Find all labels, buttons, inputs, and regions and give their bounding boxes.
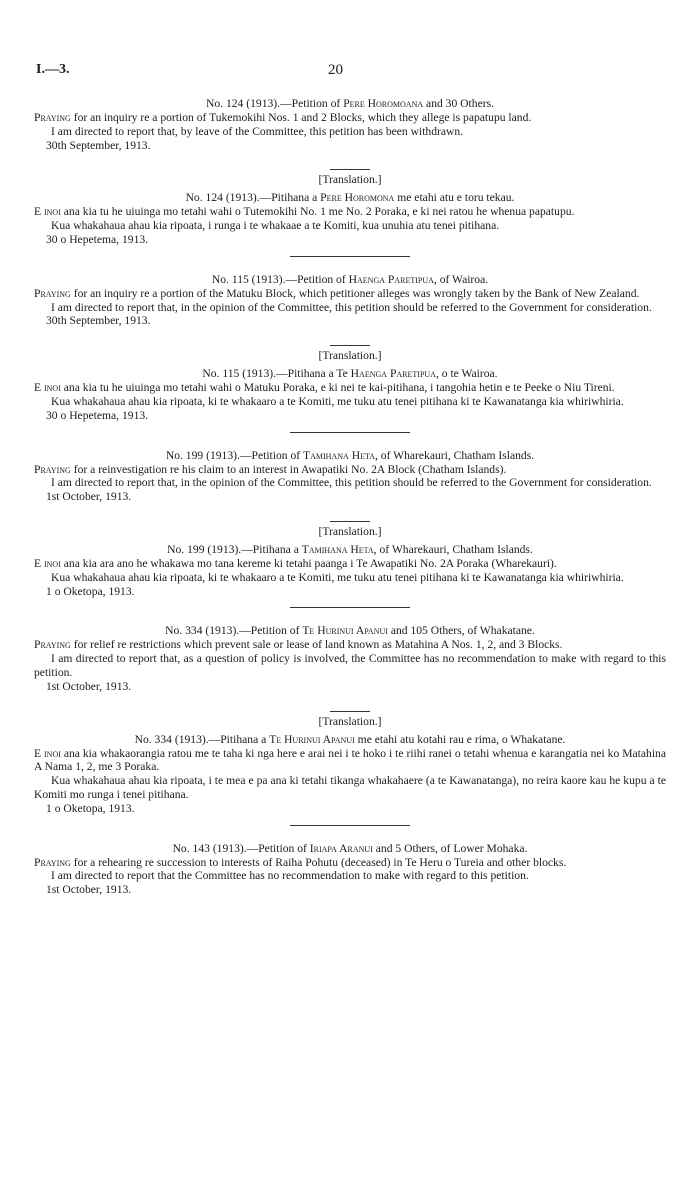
heading-prefix: No. 124 (1913).—Pitihana a [185, 191, 318, 205]
prayer-lead: E inoi [34, 381, 61, 395]
heading-prefix: No. 199 (1913).—Pitihana a [167, 542, 299, 556]
prayer-text: ana kia tu he uiuinga mo tetahi wahi o Tutemokihi No. 1 me No. 2 Poraka, e ki nei ratou he whenua papatupu. [63, 205, 575, 219]
petitioner-name: Tamihana Heta, [301, 542, 377, 556]
prayer-lead: Praying [34, 462, 71, 476]
date: 1st October, 1913. [46, 490, 132, 504]
paper-reference: I.—3. [36, 62, 70, 77]
heading-prefix: No. 334 (1913).—Pitihana a [134, 732, 267, 746]
heading-prefix: No. 199 (1913).—Petition of [165, 448, 301, 462]
petition-heading [34, 449, 666, 463]
translation-heading [34, 543, 666, 557]
prayer-text: for an inquiry re a portion of the Matuku Block, which petitioner alleges was wrongly taken by the Bank of New Zealand. [73, 286, 640, 300]
prayer-text: for an inquiry re a portion of Tukemokihi Nos. 1 and 2 Blocks, which they allege is papatupu land. [73, 111, 532, 124]
translation-heading [34, 733, 666, 747]
translation-label: [Translation.] [318, 349, 382, 363]
petitioner-name: Te Hurinui Apanui [269, 732, 355, 746]
petition-heading [34, 273, 666, 287]
prayer-lead: Praying [34, 855, 71, 869]
prayer-text: ana kia whakaorangia ratou me te taha ki nga here e arai nei i te hoko i te riihi ranei o tetahi whenua e karangatia nei ko Matahina A Nama 1, 2, me 3 Poraka. [34, 746, 666, 774]
report: I am directed to report that the Committee has no recommendation to make with regard to this petition. [51, 869, 529, 883]
petition-124 [34, 97, 666, 247]
translation-heading [34, 191, 666, 205]
translation-date: 1 o Oketopa, 1913. [46, 584, 135, 598]
heading-suffix: o te Wairoa. [441, 367, 498, 381]
translation-prayer [34, 205, 666, 219]
translation-prayer [34, 557, 666, 571]
heading-prefix: No. 115 (1913).—Pitihana a Te [202, 367, 348, 381]
translation-heading [34, 367, 666, 381]
prayer-text: ana kia tu he uiuinga mo tetahi wahi o Matuku Poraka, e ki nei te kai-pitihana, i tangohia hetin e te Peeke o Niu Tireni. [63, 381, 615, 395]
petition-heading [34, 97, 666, 111]
prayer [34, 856, 666, 870]
heading-suffix: and 30 Others. [426, 97, 494, 110]
petition-143 [34, 842, 666, 897]
heading-prefix: No. 334 (1913).—Petition of [165, 624, 300, 638]
page-number: 20 [328, 62, 343, 78]
prayer-text: for a reinvestigation re his claim to an interest in Awapatiki No. 2A Block (Chatham Islands). [73, 462, 507, 476]
report: I am directed to report that, as a question of policy is involved, the Committee has no recommendation to make with regard to this petition. [34, 652, 666, 679]
prayer [34, 638, 666, 652]
petitioner-name: Pere Horomoana [343, 97, 424, 110]
petition-heading [34, 624, 666, 638]
divider-short [330, 345, 370, 346]
translation-prayer [34, 747, 666, 775]
translation-label: [Translation.] [318, 524, 382, 538]
translation-report: Kua whakahaua ahau kia ripoata, ki te whakaaro a te Komiti, me tuku atu tenei pitihana ki te Kawanatanga kia whiriwhiria. [51, 570, 624, 584]
translation-report: Kua whakahaua ahau kia ripoata, ki te whakaaro a te Komiti, me tuku atu tenei pitihana ki te Kawanatanga kia whiriwhiria. [51, 394, 624, 408]
petitions-content [34, 97, 666, 897]
translation-label: [Translation.] [318, 714, 382, 728]
prayer-lead: E inoi [34, 556, 61, 570]
heading-suffix: and 5 Others, of Lower Mohaka. [375, 841, 528, 855]
translation-date: 30 o Hepetema, 1913. [46, 232, 149, 246]
prayer-lead: Praying [34, 111, 71, 124]
report: I am directed to report that, by leave of the Committee, this petition has been withdrawn. [51, 124, 464, 138]
petitioner-name: Haenga Paretipua, [348, 272, 437, 286]
heading-prefix: No. 115 (1913).—Petition of [211, 272, 346, 286]
petitioner-name: Te Hurinui Apanui [302, 624, 388, 638]
prayer-lead: E inoi [34, 205, 61, 219]
heading-suffix: of Wharekauri, Chatham Islands. [380, 448, 535, 462]
divider-long [290, 256, 410, 257]
date: 30th September, 1913. [46, 138, 151, 152]
report: I am directed to report that, in the opinion of the Committee, this petition should be referred to the Government for consideration. [51, 476, 652, 490]
petitioner-name: Tamihana Heta, [303, 448, 378, 462]
date: 1st October, 1913. [46, 679, 132, 693]
heading-suffix: me etahi atu e toru tekau. [397, 191, 515, 205]
heading-suffix: and 105 Others, of Whakatane. [390, 624, 535, 638]
prayer-text: for relief re restrictions which prevent sale or lease of land known as Matahina A Nos. 1, 2, and 3 Blocks. [73, 638, 563, 652]
petition-199 [34, 449, 666, 599]
prayer [34, 287, 666, 301]
heading-suffix: of Wairoa. [439, 272, 489, 286]
divider-short [330, 711, 370, 712]
petitioner-name: Pere Horomona [320, 191, 395, 205]
divider-long [290, 825, 410, 826]
prayer [34, 463, 666, 477]
translation-prayer [34, 381, 666, 395]
translation-label: [Translation.] [318, 173, 382, 187]
divider-short [330, 521, 370, 522]
divider-long [290, 432, 410, 433]
prayer-text: ana kia ara ano he whakawa mo tana kereme ki tetahi paanga i Te Awapatiki No. 2A Poraka (Wharekauri). [63, 556, 557, 570]
divider-short [330, 169, 370, 170]
prayer-lead: Praying [34, 638, 71, 652]
petition-115 [34, 273, 666, 423]
date: 30th September, 1913. [46, 314, 151, 328]
heading-suffix: me etahi atu kotahi rau e rima, o Whakatane. [357, 732, 566, 746]
prayer [34, 111, 666, 125]
prayer-lead: E inoi [34, 746, 61, 760]
petitioner-name: Haenga Paretipua, [350, 367, 439, 381]
date: 1st October, 1913. [46, 883, 132, 897]
heading-suffix: of Wharekauri, Chatham Islands. [379, 542, 533, 556]
prayer-lead: Praying [34, 286, 71, 300]
prayer-text: for a rehearing re succession to interests of Raiha Pohutu (deceased) in Te Heru o Tureia and other blocks. [73, 855, 567, 869]
divider-long [290, 607, 410, 608]
translation-date: 30 o Hepetema, 1913. [46, 408, 149, 422]
heading-prefix: No. 143 (1913).—Petition of [172, 841, 307, 855]
heading-prefix: No. 124 (1913).—Petition of [205, 97, 341, 110]
petition-334 [34, 624, 666, 815]
petitioner-name: Iriapa Aranui [309, 841, 373, 855]
translation-date: 1 o Oketopa, 1913. [46, 801, 135, 815]
petition-heading [34, 842, 666, 856]
translation-report: Kua whakahaua ahau kia ripoata, i runga i te whakaae a te Komiti, kua unuhia atu tenei pitihana. [51, 219, 500, 233]
report: I am directed to report that, in the opinion of the Committee, this petition should be referred to the Government for consideration. [51, 300, 652, 314]
translation-report: Kua whakahaua ahau kia ripoata, i te mea e pa ana ki tetahi tikanga whakahaere (a te Kawanatanga), no reira kaore kau he kupu a te Komiti mo runga i tenei pitihana. [34, 774, 666, 801]
